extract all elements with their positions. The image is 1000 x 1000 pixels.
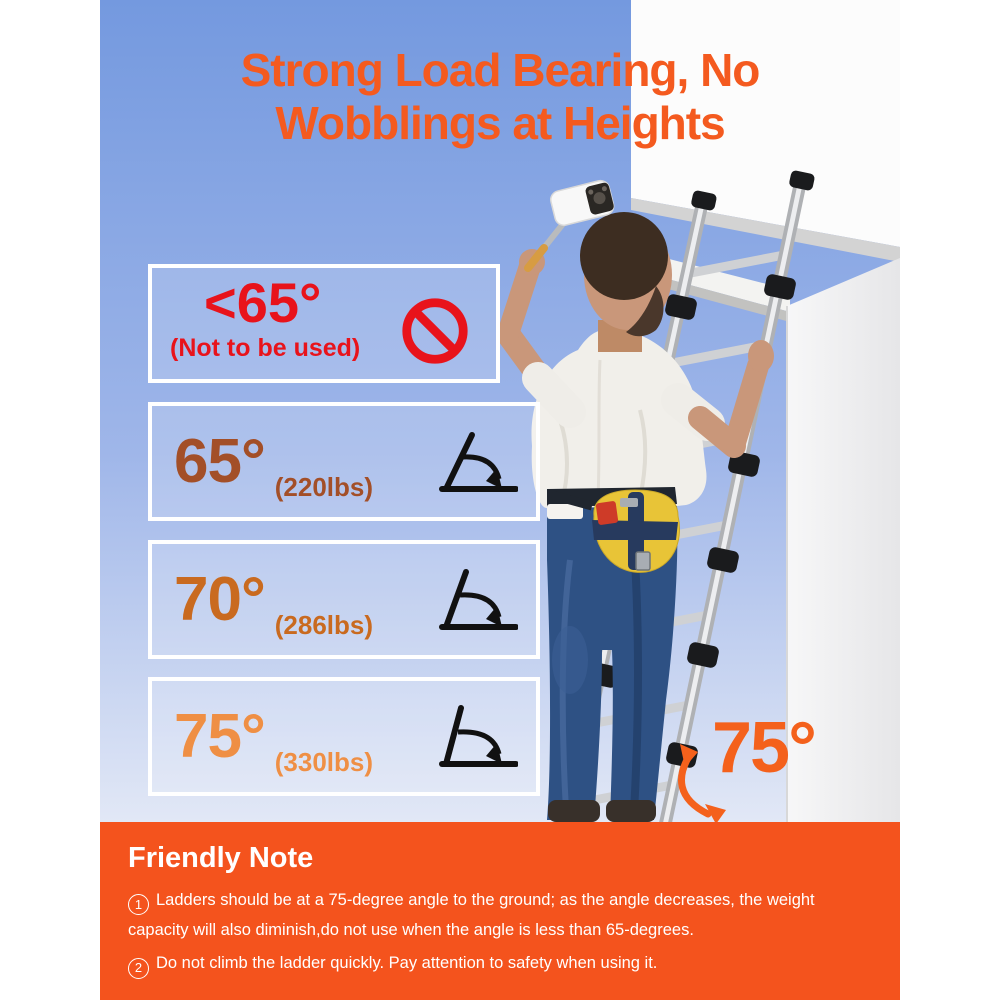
prohibition-icon [398,294,472,368]
number-2-circle-icon: 2 [128,958,149,979]
angle-value-70: 70° [174,564,265,634]
friendly-note-item-2 [128,948,872,978]
angle-value-65: 65° [174,426,265,496]
load-value-65: (220lbs) [274,472,374,502]
page-title [100,44,900,151]
load-value-75: (330lbs) [274,747,374,777]
angle-value-lt65: <65° [204,271,322,334]
title-line-2: Wobblings at Heights [275,97,725,150]
number-1-circle-icon: 1 [128,894,149,915]
friendly-note-band [100,822,900,1000]
spec-box-65 [148,402,540,521]
spec-box-75 [148,677,540,796]
load-value-70: (286lbs) [274,610,374,640]
friendly-note-text-1: Ladders should be at a 75-degree angle to the ground; as the angle decreases, the weight capacity will also diminish,do not use when the angle is less than 65-degrees. [128,891,815,940]
worker-hand-right [748,340,774,372]
ground-angle-label: 75° [712,708,815,788]
angle-arc-icon-75 [438,702,518,772]
spec-box-70 [148,540,540,659]
angle-arc-icon-70 [438,565,518,635]
angle-arc-icon-65 [438,427,518,497]
friendly-note-heading: Friendly Note [128,842,314,874]
angle-note-lt65: (Not to be used) [170,333,361,362]
friendly-note-text-2: Do not climb the ladder quickly. Pay attention to safety when using it. [156,954,658,973]
title-line-1: Strong Load Bearing, No [240,44,760,96]
worker-hair [580,212,668,300]
angle-value-75: 75° [174,701,265,771]
curved-double-arrow-icon [652,740,742,830]
spec-box-lt65 [148,264,500,383]
friendly-note-item-1 [128,885,872,945]
